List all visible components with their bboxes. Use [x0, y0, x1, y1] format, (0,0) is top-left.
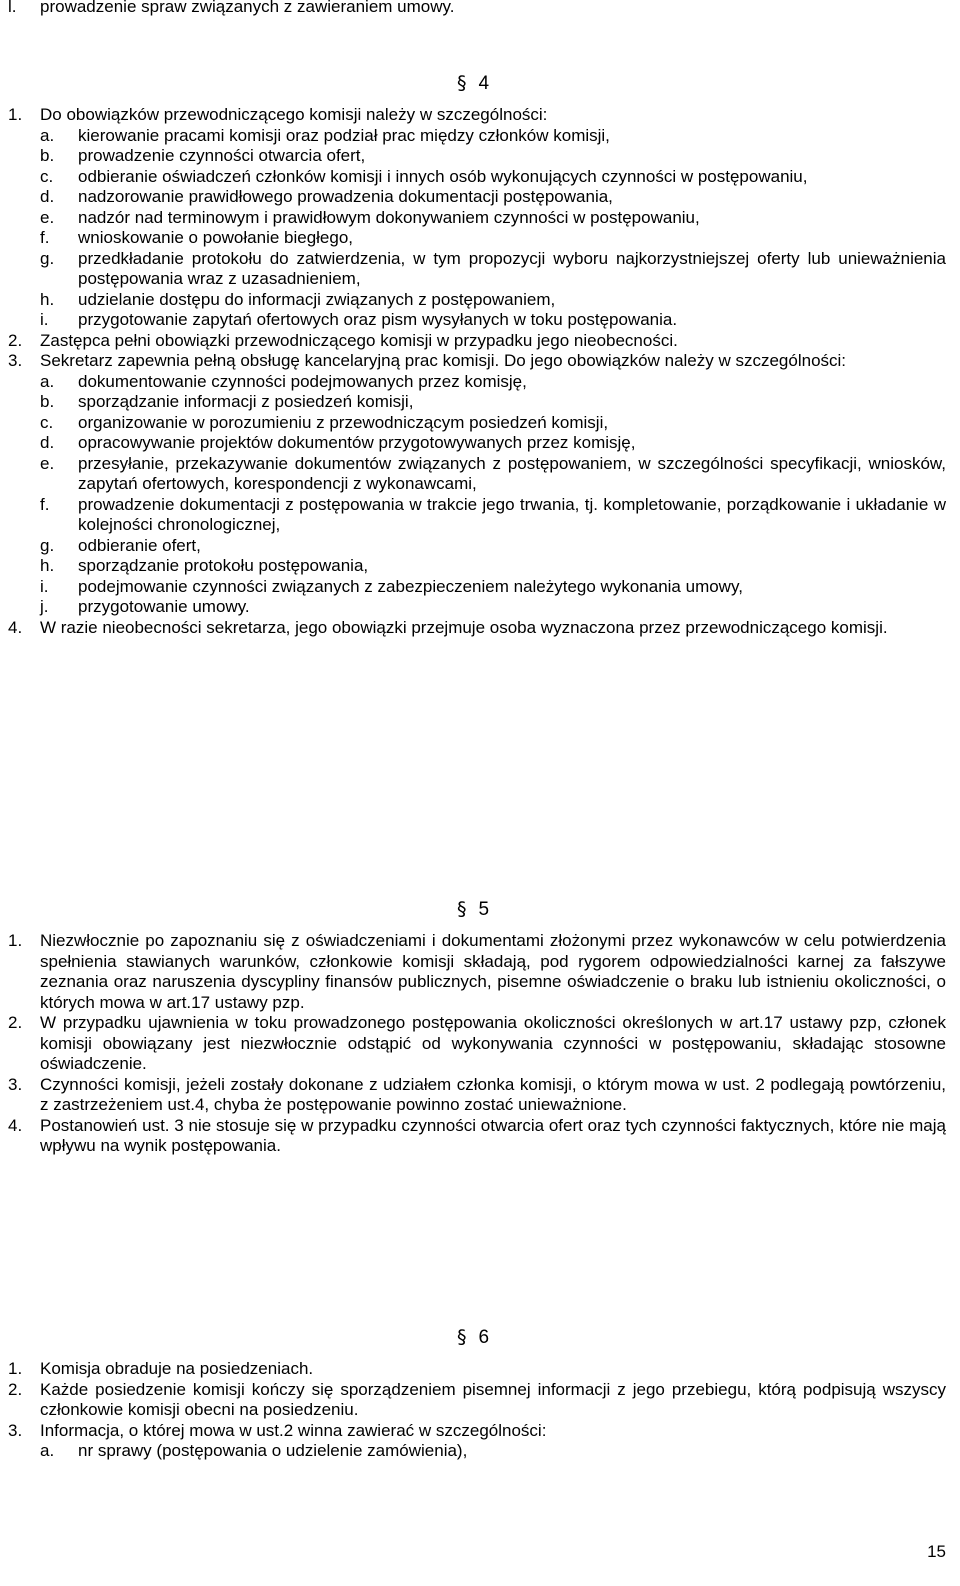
sub-list-item [0, 187, 946, 208]
item-marker: 4. [8, 1115, 23, 1135]
sub-list-item [0, 228, 946, 249]
item-text: Postanowień ust. 3 nie stosuje się w przypadku czynności otwarcia ofert oraz tych czynności faktycznych, które nie mają wpływu na wynik postępowania. [40, 1115, 946, 1155]
sub-item-text: sporządzanie informacji z posiedzeń komisji, [78, 392, 414, 411]
sub-list-item [0, 495, 946, 536]
sub-list-item [0, 577, 946, 598]
sub-item-marker: d. [40, 187, 55, 206]
sub-item-text: podejmowanie czynności związanych z zabezpieczeniem należytego wykonania umowy, [78, 576, 743, 596]
sub-list-item [0, 310, 946, 331]
sub-item-marker: g. [40, 248, 55, 268]
sub-list-item [0, 167, 946, 188]
sub-item-text: przedkładanie protokołu do zatwierdzenia, w tym propozycji wyboru najkorzystniejszej oferty lub unieważnienia postępowania wraz z uzasadnieniem, [78, 248, 946, 288]
sub-item-text: odbieranie ofert, [78, 535, 201, 555]
sub-item-text: odbieranie oświadczeń członków komisji i innych osób wykonujących czynności w postępowaniu, [78, 166, 808, 186]
sub-item-text: przygotowanie umowy. [78, 597, 250, 616]
item-marker: 1. [8, 105, 23, 124]
list-item [0, 351, 946, 372]
sub-item-text: prowadzenie dokumentacji z postępowania w trakcie jego trwania, tj. kompletowanie, porządkowanie i układanie w kolejności chronologicznej, [78, 494, 946, 534]
list-item [0, 931, 946, 1013]
sub-list-item [0, 290, 946, 311]
sub-list-item [0, 1441, 946, 1462]
section-heading [0, 898, 946, 921]
item-text: W razie nieobecności sekretarza, jego obowiązki przejmuje osoba wyznaczona przez przewodniczącego komisji. [40, 617, 888, 637]
sub-item-text: organizowanie w porozumieniu z przewodniczącym posiedzeń komisji, [78, 412, 609, 432]
sub-item-marker: i. [40, 310, 49, 329]
item-text: Niezwłocznie po zapoznaniu się z oświadczeniami i dokumentami złożonymi przez wykonawców w celu potwierdzenia spełnienia stawianych warunków, członkowie komisji składają, pod rygorem odpowiedzialności karnej za fałszywe zeznania oraz naruszenia dyscypliny finansów publicznych, pisemne oświadczenie o braku lub istnieniu okoliczności, o których mowa w art.17 ustawy pzp. [40, 931, 946, 1012]
sub-item-marker: c. [40, 166, 54, 186]
sub-item-text: przesyłanie, przekazywanie dokumentów związanych z postępowaniem, w szczególności specyfikacji, wniosków, zapytań ofertowych, korespondencji z wykonawcami, [78, 453, 946, 493]
item-marker: 4. [8, 617, 23, 637]
list-item [0, 1359, 946, 1380]
item-text: Zastępca pełni obowiązki przewodniczącego komisji w przypadku jego nieobecności. [40, 330, 678, 350]
sub-list-item [0, 208, 946, 229]
sub-item-marker: e. [40, 207, 55, 227]
sub-list-item [0, 536, 946, 557]
sub-item-marker: i. [40, 576, 49, 596]
sub-list-item [0, 126, 946, 147]
item-marker: 3. [8, 351, 23, 370]
sub-item-text: prowadzenie czynności otwarcia ofert, [78, 146, 366, 165]
carryover-list-item [0, 0, 960, 18]
item-text: Komisja obraduje na posiedzeniach. [40, 1359, 314, 1378]
sub-list-item [0, 597, 946, 618]
sub-item-text: nr sprawy (postępowania o udzielenie zamówienia), [78, 1441, 468, 1460]
sub-list-item [0, 249, 946, 290]
sub-list-item [0, 392, 946, 413]
sub-item-text: nadzorowanie prawidłowego prowadzenia dokumentacji postępowania, [78, 187, 613, 206]
sub-item-marker: a. [40, 371, 55, 391]
item-text: Informacja, o której mowa w ust.2 winna zawierać w szczególności: [40, 1420, 547, 1440]
list-item [0, 1075, 946, 1116]
sub-item-marker: f. [40, 494, 50, 514]
paragraph-symbol: § [456, 72, 467, 94]
section-number: 5 [478, 899, 490, 920]
item-text: Czynności komisji, jeżeli zostały dokonane z udziałem członka komisji, o którym mowa w ust. 2 podlegają powtórzeniu, z zastrzeżeniem ust.4, chyba że postępowanie powinno zostać unieważnione. [40, 1074, 946, 1114]
list-item [0, 1380, 946, 1421]
list-item [0, 1013, 946, 1075]
item-marker: 2. [8, 330, 23, 350]
sub-item-marker: j. [40, 597, 49, 616]
sub-item-marker: a. [40, 1441, 55, 1460]
list-item [0, 618, 946, 639]
sub-list-item [0, 372, 946, 393]
section-4 [0, 72, 946, 638]
section-number: 6 [478, 1327, 490, 1348]
item-text: W przypadku ujawnienia w toku prowadzonego postępowania okoliczności określonych w art.17 ustawy pzp, członek komisji obowiązany jest niezwłocznie odstąpić od wykonywania czynności w postępowaniu, składając stosowne oświadczenie. [40, 1013, 946, 1073]
sub-item-marker: b. [40, 392, 55, 411]
item-text: Każde posiedzenie komisji kończy się sporządzeniem pisemnej informacji z jego przebiegu, którą podpisują wszyscy członkowie komisji obecni na posiedzeniu. [40, 1379, 946, 1419]
sub-item-marker: a. [40, 125, 55, 145]
sub-list-item [0, 454, 946, 495]
item-marker: l. [8, 0, 17, 16]
sub-item-marker: h. [40, 556, 55, 575]
sub-item-marker: c. [40, 412, 54, 432]
sub-item-text: wnioskowanie o powołanie biegłego, [78, 228, 354, 247]
sub-item-text: dokumentowanie czynności podejmowanych przez komisję, [78, 371, 527, 391]
item-marker: 3. [8, 1420, 23, 1440]
section-5 [0, 898, 946, 1157]
sub-item-text: opracowywanie projektów dokumentów przygotowywanych przez komisję, [78, 433, 636, 452]
sub-list-item [0, 433, 946, 454]
list-item [0, 105, 946, 126]
sub-list-item [0, 556, 946, 577]
sub-item-marker: f. [40, 228, 50, 247]
sub-item-marker: h. [40, 289, 55, 309]
paragraph-symbol: § [456, 1326, 467, 1348]
item-marker: 1. [8, 1359, 23, 1378]
item-text: prowadzenie spraw związanych z zawieraniem umowy. [40, 0, 455, 16]
item-marker: 2. [8, 1379, 23, 1399]
item-marker: 1. [8, 931, 23, 950]
sub-item-marker: d. [40, 433, 55, 452]
sub-list-item [0, 413, 946, 434]
sub-item-text: sporządzanie protokołu postępowania, [78, 556, 369, 575]
section-heading [0, 72, 946, 95]
sub-item-marker: e. [40, 453, 55, 473]
section-6 [0, 1326, 946, 1462]
list-item [0, 1421, 946, 1442]
sub-list-item [0, 146, 946, 167]
list-item [0, 1116, 946, 1157]
sub-item-text: nadzór nad terminowym i prawidłowym dokonywaniem czynności w postępowaniu, [78, 207, 700, 227]
paragraph-symbol: § [456, 898, 467, 920]
page-number: 15 [927, 1542, 946, 1561]
item-marker: 3. [8, 1074, 23, 1094]
section-heading [0, 1326, 946, 1349]
sub-item-text: przygotowanie zapytań ofertowych oraz pism wysyłanych w toku postępowania. [78, 310, 678, 329]
section-number: 4 [478, 73, 490, 94]
sub-item-marker: g. [40, 535, 55, 555]
item-marker: 2. [8, 1013, 23, 1032]
item-text: Sekretarz zapewnia pełną obsługę kancelaryjną prac komisji. Do jego obowiązków należy w szczególności: [40, 351, 847, 370]
sub-item-text: kierowanie pracami komisji oraz podział prac między członków komisji, [78, 125, 610, 145]
item-text: Do obowiązków przewodniczącego komisji należy w szczególności: [40, 105, 548, 124]
list-item [0, 331, 946, 352]
sub-item-text: udzielanie dostępu do informacji związanych z postępowaniem, [78, 289, 556, 309]
sub-item-marker: b. [40, 146, 55, 165]
